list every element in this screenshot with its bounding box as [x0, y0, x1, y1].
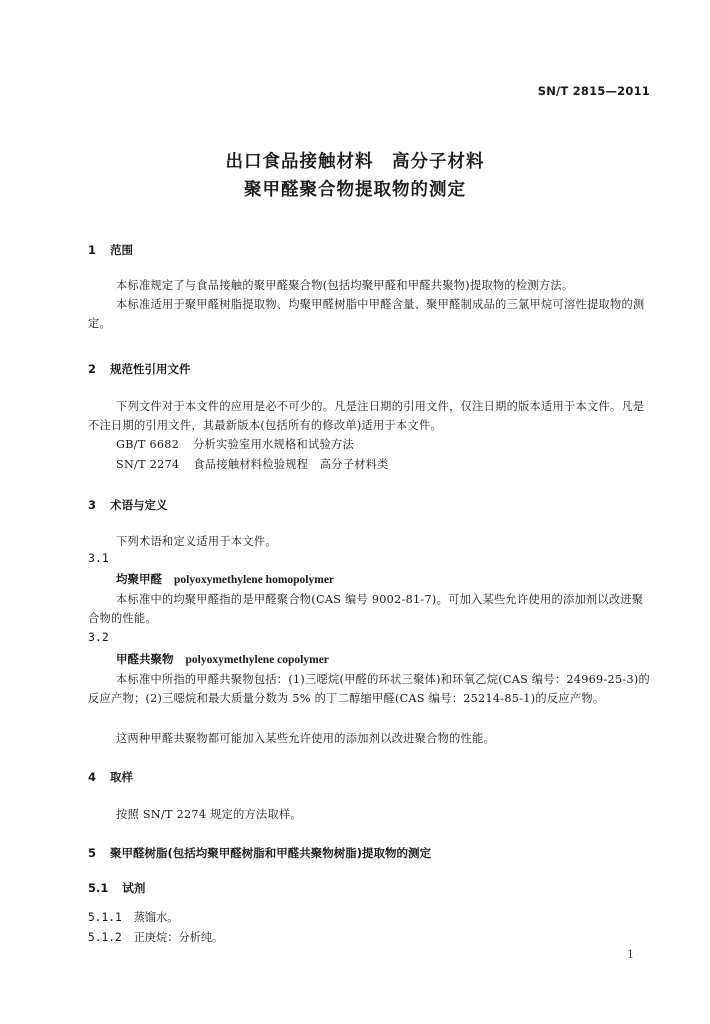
section-title: 聚甲醛树脂(包括均聚甲醛树脂和甲醛共聚物树脂)提取物的测定 [110, 846, 432, 860]
page-number: 1 [627, 948, 634, 961]
term-2-note: 这两种甲醛共聚物都可能加入某些允许使用的添加剂以改进聚合物的性能。 [116, 732, 496, 745]
section-title: 范围 [110, 243, 134, 257]
term-english: polyoxymethylene homopolymer [174, 574, 335, 586]
section-title: 术语与定义 [110, 498, 168, 512]
document-title-line-2: 聚甲醛聚合物提取物的测定 [244, 180, 466, 200]
reference-code: SN/T 2274 [116, 458, 180, 471]
term-2-heading [116, 651, 329, 667]
section-3-heading [88, 497, 168, 513]
reference-title: 食品接触材料检验规程 高分子材料类 [193, 458, 389, 471]
document-title-line-1: 出口食品接触材料 高分子材料 [225, 152, 485, 172]
section-4-paragraph-1: 按照 SN/T 2274 规定的方法取样。 [116, 808, 302, 821]
reference-title: 分析实验室用水规格和试验方法 [193, 438, 354, 451]
section-5-1-heading [88, 880, 145, 896]
section-2-heading [88, 361, 191, 377]
term-2-definition: 本标准中所指的甲醛共聚物包括：(1)三噁烷(甲醛的环状三聚体)和环氧乙烷(CAS 编号：24969-25-3)的反应产物；(2)三噁烷和最大质量分数为 5% 的丁二醇缩甲醛(CAS 编号：25214-85-1)的反应产物。 [88, 673, 651, 705]
item-text: 蒸馏水。 [133, 911, 179, 924]
term-2-number: 3.2 [88, 630, 109, 644]
section-number: 1 [88, 243, 97, 257]
section-title: 规范性引用文件 [110, 362, 191, 376]
term-1-definition: 本标准中的均聚甲醛指的是甲醛聚合物(CAS 编号 9002-81-7)。可加入某些允许使用的添加剂以改进聚合物的性能。 [88, 593, 644, 625]
term-english: polyoxymethylene copolymer [185, 654, 329, 666]
section-title: 取样 [110, 770, 134, 784]
item-5-1-1 [88, 909, 178, 925]
section-number: 4 [88, 770, 97, 784]
term-1-heading [116, 571, 334, 587]
term-1-number: 3.1 [88, 551, 109, 565]
section-title: 试剂 [122, 881, 146, 895]
item-5-1-2 [88, 929, 223, 945]
item-text: 正庚烷：分析纯。 [133, 931, 224, 944]
reference-1 [116, 436, 354, 452]
section-2-paragraph-1: 下列文件对于本文件的应用是必不可少的。凡是注日期的引用文件，仅注日期的版本适用于本文件。凡是不注日期的引用文件，其最新版本(包括所有的修改单)适用于本文件。 [88, 400, 645, 432]
section-1-paragraph-1: 本标准规定了与食品接触的聚甲醛聚合物(包括均聚甲醛和甲醛共聚物)提取物的检测方法。 [116, 279, 574, 292]
term-chinese: 均聚甲醛 [116, 572, 162, 586]
item-number: 5.1.2 [88, 931, 122, 944]
section-number: 5.1 [88, 881, 109, 895]
section-1-paragraph-2: 本标准适用于聚甲醛树脂提取物、均聚甲醛树脂中甲醛含量、聚甲醛制成品的三氯甲烷可溶性提取物的测定。 [88, 298, 645, 330]
section-number: 3 [88, 498, 97, 512]
section-3-paragraph-1: 下列术语和定义适用于本文件。 [116, 535, 277, 548]
section-4-heading [88, 769, 133, 785]
section-1-heading [88, 242, 133, 258]
reference-2 [116, 456, 389, 472]
term-chinese: 甲醛共聚物 [116, 652, 174, 666]
section-5-heading [88, 845, 431, 861]
section-number: 2 [88, 362, 97, 376]
section-number: 5 [88, 846, 97, 860]
standard-code: SN/T 2815—2011 [537, 84, 650, 98]
reference-code: GB/T 6682 [116, 438, 180, 451]
item-number: 5.1.1 [88, 911, 122, 924]
